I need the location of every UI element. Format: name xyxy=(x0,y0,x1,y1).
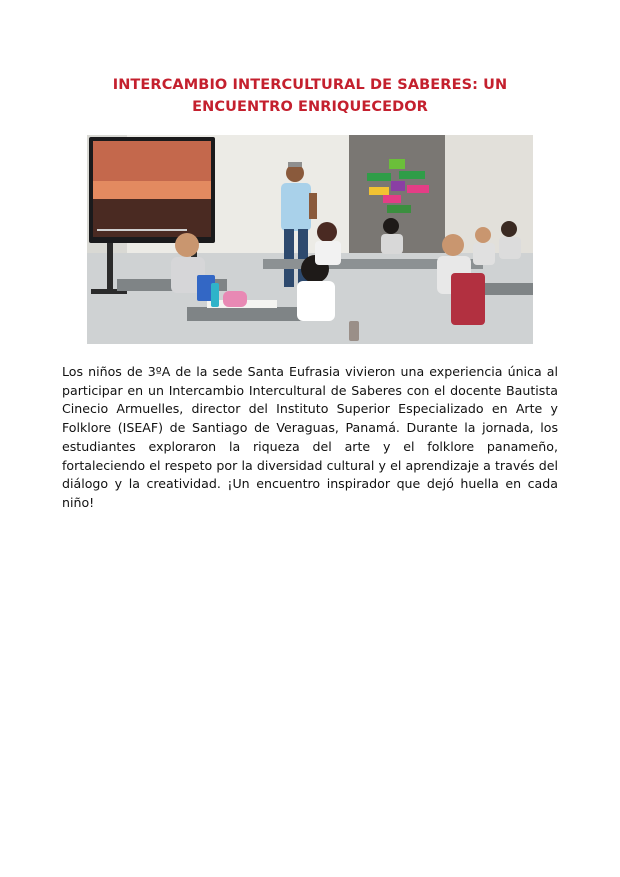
page-title xyxy=(60,74,560,118)
article-body: Los niños de 3ºA de la sede Santa Eufrasia vivieron una experiencia única al participar en un Intercambio Intercultural de Saberes con el docente Bautista Cinecio Armuelles, director del Instituto Superior Especializado en Arte y Folklore (ISEAF) de Santiago de Veraguas, Panamá. Durante la jornada, los estudiantes exploraron la riqueza del arte y el folklore panameño, fortaleciendo el respeto por la diversidad cultural y el aprendizaje a través del diálogo y la creatividad. ¡Un encuentro inspirador que dejó huella en cada niño! xyxy=(62,364,558,510)
title-line-1: INTERCAMBIO INTERCULTURAL DE SABERES: UN xyxy=(112,77,508,93)
classroom-photo xyxy=(87,135,533,344)
title-line-2: ENCUENTRO ENRIQUECEDOR xyxy=(192,99,428,115)
